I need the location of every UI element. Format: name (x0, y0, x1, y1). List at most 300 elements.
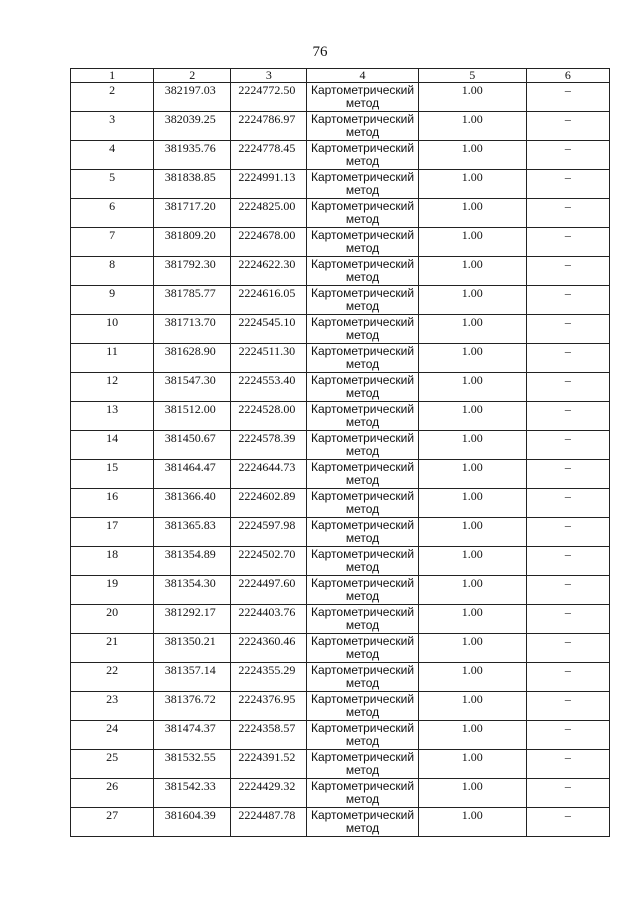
x-coordinate-text: 381512.00 (164, 402, 216, 416)
note-text: – (564, 605, 571, 619)
y-coordinate-text: 2224487.78 (238, 808, 296, 822)
accuracy-cell (418, 315, 526, 344)
y-coordinate-cell (231, 112, 307, 141)
y-coordinate-text: 2224545.10 (238, 315, 296, 329)
table-row (71, 402, 610, 431)
table-row (71, 83, 610, 112)
y-coordinate-cell (231, 373, 307, 402)
table-row (71, 663, 610, 692)
note-cell (526, 257, 609, 286)
y-coordinate-cell (231, 228, 307, 257)
point-number-cell (71, 402, 154, 431)
method-text: Картометрический метод (310, 402, 415, 429)
accuracy-text: 1.00 (461, 431, 483, 445)
x-coordinate-text: 381785.77 (164, 286, 216, 300)
point-number-cell (71, 431, 154, 460)
point-number-text: 15 (106, 460, 119, 474)
y-coordinate-text: 2224678.00 (238, 228, 296, 242)
accuracy-cell (418, 750, 526, 779)
method-cell (307, 547, 418, 576)
point-number-cell (71, 663, 154, 692)
header-cell-3: 3 (231, 69, 307, 83)
note-cell (526, 373, 609, 402)
x-coordinate-cell (154, 373, 231, 402)
method-cell (307, 750, 418, 779)
table-row (71, 431, 610, 460)
y-coordinate-text: 2224825.00 (238, 199, 296, 213)
method-text: Картометрический метод (310, 489, 415, 516)
point-number-cell (71, 634, 154, 663)
y-coordinate-cell (231, 605, 307, 634)
y-coordinate-text: 2224429.32 (238, 779, 296, 793)
y-coordinate-cell (231, 315, 307, 344)
x-coordinate-cell (154, 431, 231, 460)
note-text: – (564, 112, 571, 126)
y-coordinate-text: 2224376.95 (238, 692, 296, 706)
accuracy-cell (418, 431, 526, 460)
x-coordinate-text: 381474.37 (164, 721, 216, 735)
method-text: Картометрический метод (310, 373, 415, 400)
table-row (71, 750, 610, 779)
x-coordinate-text: 382039.25 (164, 112, 216, 126)
note-cell (526, 286, 609, 315)
note-text: – (564, 431, 571, 445)
page-number: 76 (312, 44, 328, 60)
point-number-text: 13 (106, 402, 119, 416)
method-cell (307, 431, 418, 460)
y-coordinate-text: 2224622.30 (238, 257, 296, 271)
point-number-text: 27 (106, 808, 119, 822)
method-cell (307, 373, 418, 402)
table-row (71, 634, 610, 663)
accuracy-cell (418, 779, 526, 808)
note-text: – (564, 344, 571, 358)
y-coordinate-cell (231, 402, 307, 431)
point-number-text: 3 (109, 112, 116, 126)
method-text: Картометрический метод (310, 460, 415, 487)
accuracy-text: 1.00 (461, 373, 483, 387)
table-row (71, 605, 610, 634)
y-coordinate-text: 2224528.00 (238, 402, 296, 416)
note-text: – (564, 373, 571, 387)
accuracy-cell (418, 83, 526, 112)
coordinates-table (70, 68, 610, 837)
point-number-cell (71, 112, 154, 141)
table-row (71, 460, 610, 489)
x-coordinate-cell (154, 170, 231, 199)
y-coordinate-text: 2224553.40 (238, 373, 296, 387)
table-row (71, 692, 610, 721)
header-cell-4: 4 (307, 69, 418, 83)
x-coordinate-text: 381628.90 (164, 344, 216, 358)
y-coordinate-text: 2224502.70 (238, 547, 296, 561)
method-text: Картометрический метод (310, 605, 415, 632)
point-number-text: 25 (106, 750, 119, 764)
table-row (71, 576, 610, 605)
accuracy-text: 1.00 (461, 141, 483, 155)
method-cell (307, 576, 418, 605)
method-text: Картометрический метод (310, 199, 415, 226)
method-text: Картометрический метод (310, 663, 415, 690)
x-coordinate-text: 381713.70 (164, 315, 216, 329)
note-cell (526, 402, 609, 431)
x-coordinate-text: 381354.89 (164, 547, 216, 561)
y-coordinate-cell (231, 170, 307, 199)
x-coordinate-text: 381292.17 (164, 605, 216, 619)
y-coordinate-text: 2224597.98 (238, 518, 296, 532)
x-coordinate-cell (154, 402, 231, 431)
point-number-text: 19 (106, 576, 119, 590)
accuracy-text: 1.00 (461, 228, 483, 242)
note-cell (526, 518, 609, 547)
table-row (71, 315, 610, 344)
table-row (71, 199, 610, 228)
table-row (71, 373, 610, 402)
method-cell (307, 315, 418, 344)
table-row (71, 489, 610, 518)
note-cell (526, 547, 609, 576)
accuracy-cell (418, 286, 526, 315)
table-row (71, 547, 610, 576)
y-coordinate-text: 2224358.57 (238, 721, 296, 735)
note-text: – (564, 141, 571, 155)
header-cell-1: 1 (71, 69, 154, 83)
y-coordinate-cell (231, 750, 307, 779)
note-text: – (564, 257, 571, 271)
table-header (71, 69, 610, 83)
method-text: Картометрический метод (310, 692, 415, 719)
y-coordinate-text: 2224786.97 (238, 112, 296, 126)
x-coordinate-cell (154, 576, 231, 605)
note-text: – (564, 228, 571, 242)
point-number-cell (71, 228, 154, 257)
accuracy-text: 1.00 (461, 634, 483, 648)
y-coordinate-cell (231, 257, 307, 286)
point-number-cell (71, 286, 154, 315)
accuracy-text: 1.00 (461, 808, 483, 822)
x-coordinate-text: 381542.33 (164, 779, 216, 793)
x-coordinate-text: 381350.21 (164, 634, 216, 648)
table-row (71, 170, 610, 199)
accuracy-cell (418, 721, 526, 750)
point-number-cell (71, 779, 154, 808)
x-coordinate-cell (154, 141, 231, 170)
table-row (71, 257, 610, 286)
accuracy-cell (418, 402, 526, 431)
accuracy-text: 1.00 (461, 547, 483, 561)
accuracy-cell (418, 634, 526, 663)
note-cell (526, 83, 609, 112)
y-coordinate-cell (231, 779, 307, 808)
y-coordinate-cell (231, 692, 307, 721)
accuracy-text: 1.00 (461, 576, 483, 590)
note-cell (526, 634, 609, 663)
y-coordinate-cell (231, 663, 307, 692)
point-number-cell (71, 170, 154, 199)
accuracy-cell (418, 489, 526, 518)
method-text: Картометрический метод (310, 170, 415, 197)
y-coordinate-cell (231, 141, 307, 170)
point-number-text: 5 (109, 170, 116, 184)
method-cell (307, 83, 418, 112)
method-text: Картометрический метод (310, 141, 415, 168)
point-number-cell (71, 141, 154, 170)
method-cell (307, 112, 418, 141)
point-number-text: 6 (109, 199, 116, 213)
x-coordinate-cell (154, 489, 231, 518)
method-text: Картометрический метод (310, 547, 415, 574)
method-cell (307, 692, 418, 721)
point-number-cell (71, 808, 154, 837)
note-cell (526, 431, 609, 460)
method-text: Картометрический метод (310, 431, 415, 458)
method-text: Картометрический метод (310, 808, 415, 835)
method-cell (307, 721, 418, 750)
point-number-cell (71, 721, 154, 750)
point-number-cell (71, 373, 154, 402)
x-coordinate-cell (154, 344, 231, 373)
point-number-cell (71, 518, 154, 547)
note-cell (526, 808, 609, 837)
x-coordinate-text: 381376.72 (164, 692, 216, 706)
note-text: – (564, 518, 571, 532)
x-coordinate-cell (154, 692, 231, 721)
point-number-cell (71, 576, 154, 605)
x-coordinate-text: 381357.14 (164, 663, 216, 677)
method-cell (307, 663, 418, 692)
accuracy-cell (418, 518, 526, 547)
x-coordinate-text: 381792.30 (164, 257, 216, 271)
point-number-text: 12 (106, 373, 119, 387)
x-coordinate-cell (154, 460, 231, 489)
point-number-text: 9 (109, 286, 116, 300)
x-coordinate-text: 381838.85 (164, 170, 216, 184)
table-row (71, 808, 610, 837)
y-coordinate-cell (231, 547, 307, 576)
note-cell (526, 199, 609, 228)
table-row (71, 228, 610, 257)
header-cell-5: 5 (418, 69, 526, 83)
method-cell (307, 808, 418, 837)
method-text: Картометрический метод (310, 286, 415, 313)
accuracy-text: 1.00 (461, 489, 483, 503)
note-text: – (564, 808, 571, 822)
point-number-cell (71, 257, 154, 286)
table-row (71, 112, 610, 141)
point-number-text: 4 (109, 141, 116, 155)
x-coordinate-text: 381366.40 (164, 489, 216, 503)
accuracy-text: 1.00 (461, 605, 483, 619)
y-coordinate-text: 2224497.60 (238, 576, 296, 590)
x-coordinate-cell (154, 83, 231, 112)
accuracy-text: 1.00 (461, 779, 483, 793)
note-cell (526, 489, 609, 518)
y-coordinate-text: 2224403.76 (238, 605, 296, 619)
method-text: Картометрический метод (310, 576, 415, 603)
point-number-cell (71, 489, 154, 518)
note-text: – (564, 315, 571, 329)
accuracy-cell (418, 808, 526, 837)
method-text: Картометрический метод (310, 634, 415, 661)
method-text: Картометрический метод (310, 518, 415, 545)
point-number-cell (71, 460, 154, 489)
y-coordinate-text: 2224616.05 (238, 286, 296, 300)
method-cell (307, 518, 418, 547)
method-cell (307, 228, 418, 257)
table-row (71, 518, 610, 547)
y-coordinate-cell (231, 489, 307, 518)
method-cell (307, 605, 418, 634)
method-text: Картометрический метод (310, 721, 415, 748)
point-number-text: 26 (106, 779, 119, 793)
method-cell (307, 344, 418, 373)
point-number-cell (71, 692, 154, 721)
note-cell (526, 750, 609, 779)
point-number-text: 18 (106, 547, 119, 561)
note-text: – (564, 547, 571, 561)
accuracy-cell (418, 112, 526, 141)
note-cell (526, 663, 609, 692)
y-coordinate-text: 2224772.50 (238, 83, 296, 97)
note-text: – (564, 286, 571, 300)
note-text: – (564, 199, 571, 213)
method-cell (307, 199, 418, 228)
method-cell (307, 460, 418, 489)
point-number-text: 10 (106, 315, 119, 329)
point-number-text: 8 (109, 257, 116, 271)
table-row (71, 141, 610, 170)
method-cell (307, 402, 418, 431)
method-text: Картометрический метод (310, 779, 415, 806)
note-text: – (564, 83, 571, 97)
x-coordinate-text: 381354.30 (164, 576, 216, 590)
header-cell-6: 6 (526, 69, 609, 83)
note-text: – (564, 721, 571, 735)
method-cell (307, 779, 418, 808)
method-cell (307, 286, 418, 315)
point-number-text: 16 (106, 489, 119, 503)
note-text: – (564, 750, 571, 764)
y-coordinate-text: 2224578.39 (238, 431, 296, 445)
method-text: Картометрический метод (310, 315, 415, 342)
x-coordinate-cell (154, 663, 231, 692)
x-coordinate-cell (154, 721, 231, 750)
y-coordinate-cell (231, 576, 307, 605)
accuracy-cell (418, 199, 526, 228)
accuracy-cell (418, 170, 526, 199)
point-number-text: 17 (106, 518, 119, 532)
note-text: – (564, 634, 571, 648)
note-text: – (564, 402, 571, 416)
point-number-cell (71, 315, 154, 344)
y-coordinate-cell (231, 721, 307, 750)
accuracy-cell (418, 692, 526, 721)
y-coordinate-text: 2224778.45 (238, 141, 296, 155)
accuracy-text: 1.00 (461, 692, 483, 706)
point-number-text: 24 (106, 721, 119, 735)
table-row (71, 779, 610, 808)
y-coordinate-cell (231, 460, 307, 489)
method-text: Картометрический метод (310, 112, 415, 139)
point-number-cell (71, 344, 154, 373)
note-cell (526, 170, 609, 199)
note-text: – (564, 489, 571, 503)
x-coordinate-text: 381450.67 (164, 431, 216, 445)
method-cell (307, 489, 418, 518)
y-coordinate-text: 2224511.30 (238, 344, 296, 358)
accuracy-text: 1.00 (461, 286, 483, 300)
x-coordinate-cell (154, 750, 231, 779)
method-cell (307, 257, 418, 286)
point-number-cell (71, 605, 154, 634)
note-text: – (564, 692, 571, 706)
accuracy-text: 1.00 (461, 518, 483, 532)
x-coordinate-cell (154, 634, 231, 663)
point-number-text: 14 (106, 431, 119, 445)
x-coordinate-text: 381464.47 (164, 460, 216, 474)
accuracy-cell (418, 663, 526, 692)
accuracy-text: 1.00 (461, 257, 483, 271)
method-cell (307, 634, 418, 663)
x-coordinate-cell (154, 547, 231, 576)
note-cell (526, 315, 609, 344)
point-number-text: 11 (106, 344, 118, 358)
note-cell (526, 344, 609, 373)
x-coordinate-cell (154, 315, 231, 344)
note-text: – (564, 779, 571, 793)
method-text: Картометрический метод (310, 344, 415, 371)
accuracy-text: 1.00 (461, 721, 483, 735)
x-coordinate-cell (154, 605, 231, 634)
header-cell-2: 2 (154, 69, 231, 83)
note-cell (526, 460, 609, 489)
point-number-cell (71, 750, 154, 779)
accuracy-text: 1.00 (461, 199, 483, 213)
note-text: – (564, 663, 571, 677)
accuracy-cell (418, 460, 526, 489)
x-coordinate-cell (154, 112, 231, 141)
point-number-cell (71, 547, 154, 576)
y-coordinate-cell (231, 431, 307, 460)
y-coordinate-cell (231, 83, 307, 112)
method-cell (307, 170, 418, 199)
x-coordinate-text: 381935.76 (164, 141, 216, 155)
accuracy-text: 1.00 (461, 170, 483, 184)
accuracy-cell (418, 547, 526, 576)
x-coordinate-cell (154, 808, 231, 837)
x-coordinate-cell (154, 518, 231, 547)
note-cell (526, 576, 609, 605)
note-cell (526, 228, 609, 257)
note-cell (526, 721, 609, 750)
x-coordinate-text: 381365.83 (164, 518, 216, 532)
x-coordinate-cell (154, 286, 231, 315)
table-row (71, 344, 610, 373)
accuracy-cell (418, 141, 526, 170)
y-coordinate-cell (231, 634, 307, 663)
y-coordinate-text: 2224602.89 (238, 489, 296, 503)
y-coordinate-cell (231, 518, 307, 547)
note-cell (526, 779, 609, 808)
accuracy-text: 1.00 (461, 315, 483, 329)
x-coordinate-text: 381717.20 (164, 199, 216, 213)
accuracy-cell (418, 257, 526, 286)
note-cell (526, 141, 609, 170)
accuracy-cell (418, 605, 526, 634)
accuracy-text: 1.00 (461, 402, 483, 416)
method-text: Картометрический метод (310, 750, 415, 777)
table-row (71, 721, 610, 750)
